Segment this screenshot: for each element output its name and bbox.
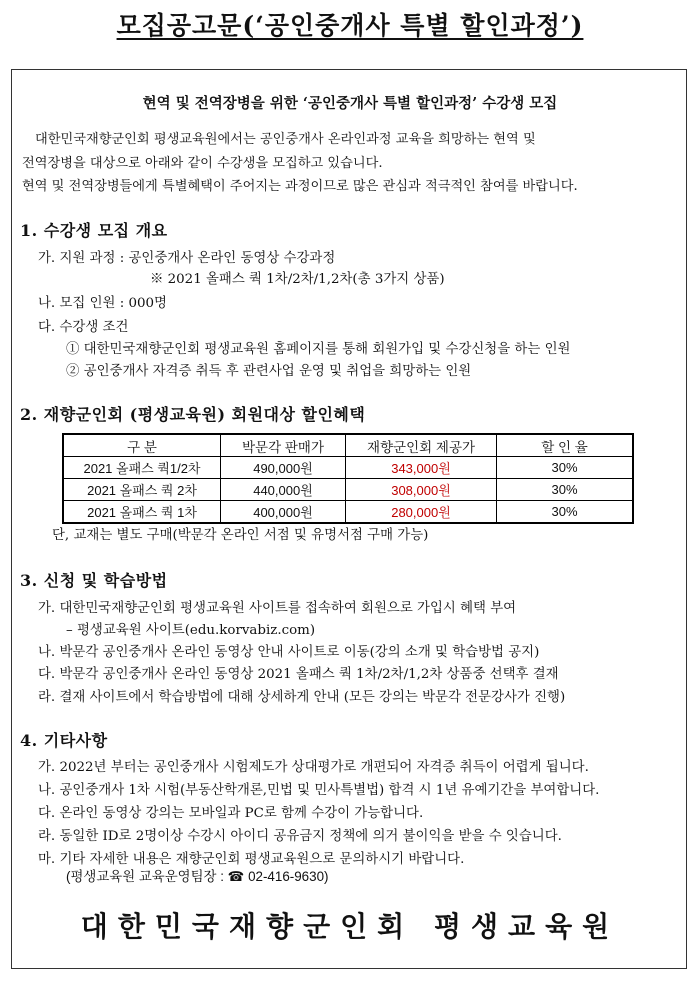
section4-item-d: 라. 동일한 ID로 2명이상 수강시 아이디 공유금지 정책에 의거 불이익을 받을 수 잇습니다. [38, 829, 562, 844]
table-cell-discount: 30% [497, 457, 634, 479]
table-cell-price: 440,000원 [221, 479, 346, 501]
intro-line: 대한민국재향군인회 평생교육원에서는 공인중개사 온라인과정 교육을 희망하는 현역 및 [35, 132, 536, 147]
intro-line: 전역장병을 대상으로 아래와 같이 수강생을 모집하고 있습니다. [22, 155, 383, 171]
table-cell-product: 2021 올패스 쿽1/2차 [63, 457, 221, 479]
contact-label: (평생교육원 교육운영팀장 : [66, 869, 224, 884]
table-row [63, 479, 633, 501]
table-cell-discount: 30% [497, 501, 634, 524]
notice-subtitle: 현역 및 전역장병을 위한 ‘공인중개사 특별 할인과정’ 수강생 모집 [142, 95, 558, 112]
intro-paragraph [22, 128, 682, 199]
table-cell-price: 490,000원 [221, 457, 346, 479]
section4-item-b: 나. 공인중개사 1차 시험(부동산학개론,민법 및 민사특별법) 합격 시 1년 유예기간을 부여합니다. [38, 783, 600, 798]
section3-heading: 3. 신청 및 학습방법 [20, 571, 168, 590]
table-row [63, 457, 633, 479]
section4-heading: 4. 기타사항 [20, 731, 108, 750]
table-cell-discount: 30% [497, 479, 634, 501]
section1-heading: 1. 수강생 모집 개요 [20, 221, 168, 240]
table-header: 구 분 [63, 434, 221, 457]
table-cell-product: 2021 올패스 쿽 1차 [63, 501, 221, 524]
section3-item-a-sub: – 평생교육원 사이트(edu.korvabiz.com) [66, 623, 316, 638]
table-header: 할 인 율 [497, 434, 634, 457]
discount-table [62, 433, 634, 524]
table-row [63, 501, 633, 524]
table-header: 박문각 판매가 [221, 434, 346, 457]
section3-item-a: 가. 대한민국재향군인회 평생교육원 사이트를 접속하여 회원으로 가입시 혜택 부여 [38, 601, 517, 616]
section4-item-c: 다. 온라인 동영상 강의는 모바일과 PC로 함께 수강이 가능합니다. [38, 806, 424, 821]
contact-phone: 02-416-9630) [248, 869, 329, 884]
intro-line: 현역 및 전역장병들에게 특별혜택이 주어지는 과정이므로 많은 관심과 적극적인 참여를 바랍니다. [22, 179, 578, 194]
table-cell-member-price: 308,000원 [346, 479, 497, 501]
section4-item-e: 마. 기타 자세한 내용은 재향군인회 평생교육원으로 문의하시기 바랍니다. [38, 852, 465, 867]
page-title: 모집공고문(‘공인중개사 특별 할인과정’) [116, 11, 584, 40]
section1-item-c2: ② 공인중개사 자격증 취득 후 관련사업 운영 및 취업을 희망하는 인원 [66, 364, 472, 379]
section2-note: 단, 교재는 별도 구매(박문각 온라인 서점 및 유명서점 구매 가능) [52, 528, 429, 543]
section3-item-c: 다. 박문각 공인중개사 온라인 동영상 2021 올패스 쿽 1차/2차/1,2차 상품중 선택후 결재 [38, 667, 559, 682]
section1-item-a: 가. 지원 과정 : 공인중개사 온라인 동영상 수강과정 [38, 251, 336, 266]
contact-line [66, 866, 328, 885]
table-header: 재향군인회 제공가 [346, 434, 497, 457]
section1-item-c1: ① 대한민국재향군인회 평생교육원 홈페이지를 통해 회원가입 및 수강신청을 하는 인원 [66, 342, 571, 357]
table-cell-price: 400,000원 [221, 501, 346, 524]
table-cell-member-price: 343,000원 [346, 457, 497, 479]
table-cell-member-price: 280,000원 [346, 501, 497, 524]
section3-item-d: 라. 결재 사이트에서 학습방법에 대해 상세하게 안내 (모든 강의는 박문각 전문강사가 진행) [38, 690, 566, 705]
section1-item-b: 나. 모집 인원 : 000명 [38, 296, 167, 311]
section1-item-c: 다. 수강생 조건 [38, 320, 129, 335]
table-header-row [63, 434, 633, 457]
section3-item-b: 나. 박문각 공인중개사 온라인 동영상 안내 사이트로 이동(강의 소개 및 학습방법 공지) [38, 645, 540, 660]
section2-heading: 2. 재향군인회 (평생교육원) 회원대상 할인혜택 [20, 405, 366, 424]
section4-item-a: 가. 2022년 부터는 공인중개사 시험제도가 상대평가로 개편되어 자격증 취득이 어렵게 됩니다. [38, 760, 589, 775]
phone-icon: ☎ [227, 869, 245, 884]
organization-name: 대한민국재향군인회 평생교육원 [80, 910, 620, 943]
section1-item-a-note: ※ 2021 올패스 쿽 1차/2차/1,2차(총 3가지 상품) [150, 272, 445, 287]
table-cell-product: 2021 올패스 쿽 2차 [63, 479, 221, 501]
